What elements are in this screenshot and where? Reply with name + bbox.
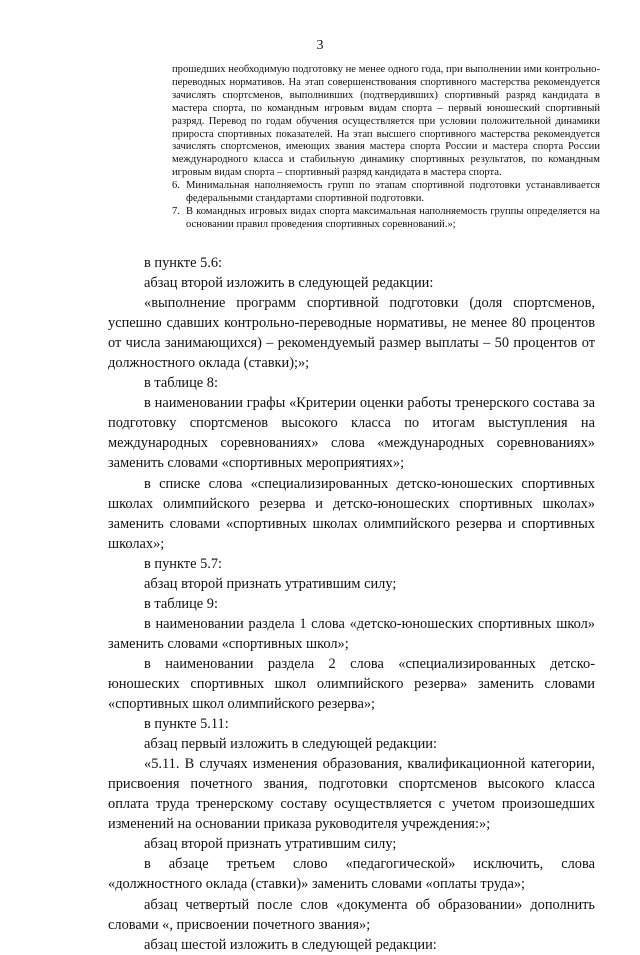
paragraph: абзац первый изложить в следующей редакции: bbox=[144, 736, 438, 753]
paragraph: абзац шестой изложить в следующей редакции: bbox=[144, 936, 437, 953]
paragraph: в абзаце третьем слово «педагогической» исключить, слова «должностного оклада (ставки)» заменить словами «оплаты труда»; bbox=[108, 856, 595, 893]
paragraph: абзац второй изложить в следующей редакции: bbox=[144, 275, 434, 292]
paragraph: абзац четвертый после слов «документа об образовании» дополнить словами «, присвоении почетного звания»; bbox=[108, 896, 595, 933]
amendments-body bbox=[108, 253, 595, 955]
paragraph: в пункте 5.6: bbox=[144, 255, 223, 271]
paragraph: в наименовании раздела 1 слова «детско-юношеских спортивных школ» заменить словами «спортивных школ»; bbox=[108, 615, 595, 652]
list-item-number: 7. bbox=[172, 205, 180, 217]
paragraph: в пункте 5.11: bbox=[144, 716, 229, 733]
previous-section-continuation: прошедших необходимую подготовку не менее одного года, при выполнении ими контрольно-переводных нормативов. На этап совершенствования спортивного мастерства рекомендуется зачислять спортсменов, выполнивших (подтвердивших) спортивный разряд кандидата в мастера спорта, по командным игровым видам спорта – первый юношеский спортивный разряд. Перевод по годам обучения осуществляется при условии положительной динамики прироста спортивных показателей. На этап высшего спортивного мастерства рекомендуется зачислять спортсменов, имеющих звания мастера спорта России и мастера спорта России международного класса и стабильную динамику спортивных результатов, по командным игровым видам спорта – спортивный разряд кандидата в мастера спорта. bbox=[172, 64, 600, 179]
paragraph: в таблице 9: bbox=[144, 595, 218, 612]
paragraph: «5.11. В случаях изменения образования, квалификационной категории, присвоения почетного звания, подготовки спортсменов высокого класса оплата труда тренерскому составу осуществляется с учетом произошедших изменений на основании приказа руководителя учреждения:»; bbox=[108, 756, 595, 833]
paragraph: в наименовании раздела 2 слова «специализированных детско-юношеских спортивных школ олимпийского резерва» заменить словами «спортивных школ олимпийского резерва»; bbox=[108, 655, 595, 713]
list-item-text: В командных игровых видах спорта максимальная наполняемость группы определяется на основании правил проведения спортивных соревнований.»; bbox=[186, 205, 600, 230]
list-item bbox=[172, 180, 600, 206]
page-number: 3 bbox=[316, 38, 324, 53]
list-item bbox=[172, 206, 600, 232]
paragraph: в таблице 8: bbox=[144, 375, 218, 392]
paragraph: в пункте 5.7: bbox=[144, 555, 223, 572]
paragraph: в наименовании графы «Критерии оценки работы тренерского состава за подготовку спортсменов высокого класса по итогам выступления на международных соревнованиях» слова «международных соревнованиях» заменить словами «спортивных мероприятиях»; bbox=[108, 395, 595, 472]
paragraph: абзац второй признать утратившим силу; bbox=[144, 575, 397, 592]
previous-section-tail bbox=[172, 64, 600, 232]
list-item-text: Минимальная наполняемость групп по этапам спортивной подготовки устанавливается федеральными стандартами спортивной подготовки. bbox=[186, 180, 600, 205]
paragraph: абзац второй признать утратившим силу; bbox=[144, 836, 397, 853]
paragraph: «выполнение программ спортивной подготовки (доля спортсменов, успешно сдавших контрольно-переводные нормативы, не менее 80 процентов от числа занимающихся) – рекомендуемый размер выплаты – 50 процентов от должностного оклада (ставки);»; bbox=[108, 295, 595, 372]
paragraph: в списке слова «специализированных детско-юношеских спортивных школах олимпийского резерва и детско-юношеских спортивных школах» заменить словами «спортивных школах олимпийского резерва и спортивных школах»; bbox=[108, 475, 595, 552]
list-item-number: 6. bbox=[172, 180, 180, 192]
